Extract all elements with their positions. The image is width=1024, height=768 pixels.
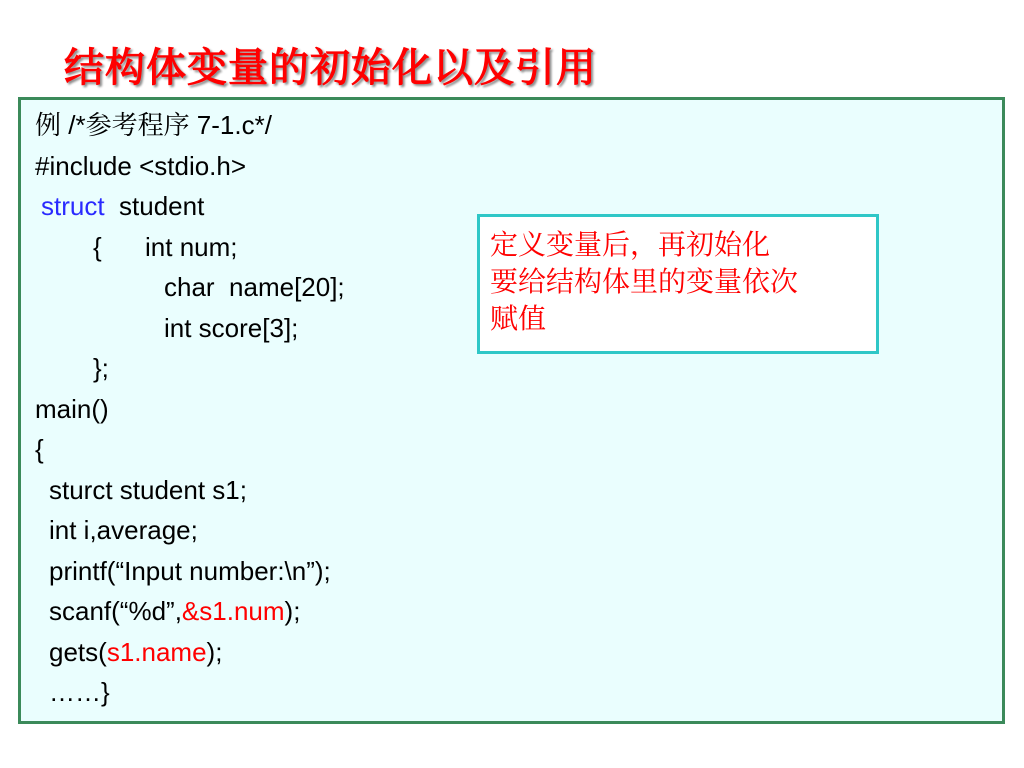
code-text: sturct student s1;: [49, 474, 247, 505]
code-highlight: &s1.num: [181, 596, 285, 626]
code-line: [35, 146, 246, 186]
code-line: [164, 267, 345, 307]
code-line: [49, 672, 110, 712]
code-line: [35, 105, 272, 145]
code-line: [49, 510, 198, 550]
code-line: [93, 227, 238, 267]
note-line-3: 赋值: [490, 302, 547, 335]
note-line-2: 要给结构体里的变量依次: [490, 265, 799, 298]
code-line: [49, 591, 300, 631]
code-text: gets(: [49, 636, 107, 667]
code-text: ……}: [49, 677, 110, 707]
code-text: );: [206, 636, 223, 667]
code-text: {: [35, 434, 44, 464]
code-text: printf(“Input number:\n”);: [49, 555, 331, 586]
annotation-note: [477, 214, 879, 354]
code-text: { int num;: [93, 231, 238, 262]
code-line: [93, 348, 109, 388]
code-highlight: s1.name: [106, 636, 207, 667]
code-listing: [18, 97, 1005, 724]
code-keyword: struct: [41, 191, 105, 221]
code-text: );: [284, 596, 301, 626]
code-text: student: [104, 191, 205, 221]
note-line-1: 定义变量后，再初始化: [490, 228, 771, 261]
slide-title: 结构体变量的初始化以及引用: [64, 45, 597, 91]
code-text: 例 /*参考程序 7-1.c*/: [35, 110, 272, 140]
code-text: char name[20];: [164, 272, 345, 302]
code-text: scanf(“%d”,: [49, 596, 182, 626]
code-line: [49, 551, 331, 591]
code-line: [49, 632, 222, 672]
code-text: int score[3];: [164, 312, 299, 343]
code-text: #include <stdio.h>: [35, 150, 247, 181]
code-line: [49, 470, 247, 510]
code-line: [35, 429, 44, 469]
code-line: [164, 308, 298, 348]
code-text: int i,average;: [49, 515, 198, 545]
code-line: [35, 389, 109, 429]
code-text: };: [93, 353, 109, 383]
code-text: main(): [35, 393, 109, 424]
code-line: [41, 186, 204, 226]
